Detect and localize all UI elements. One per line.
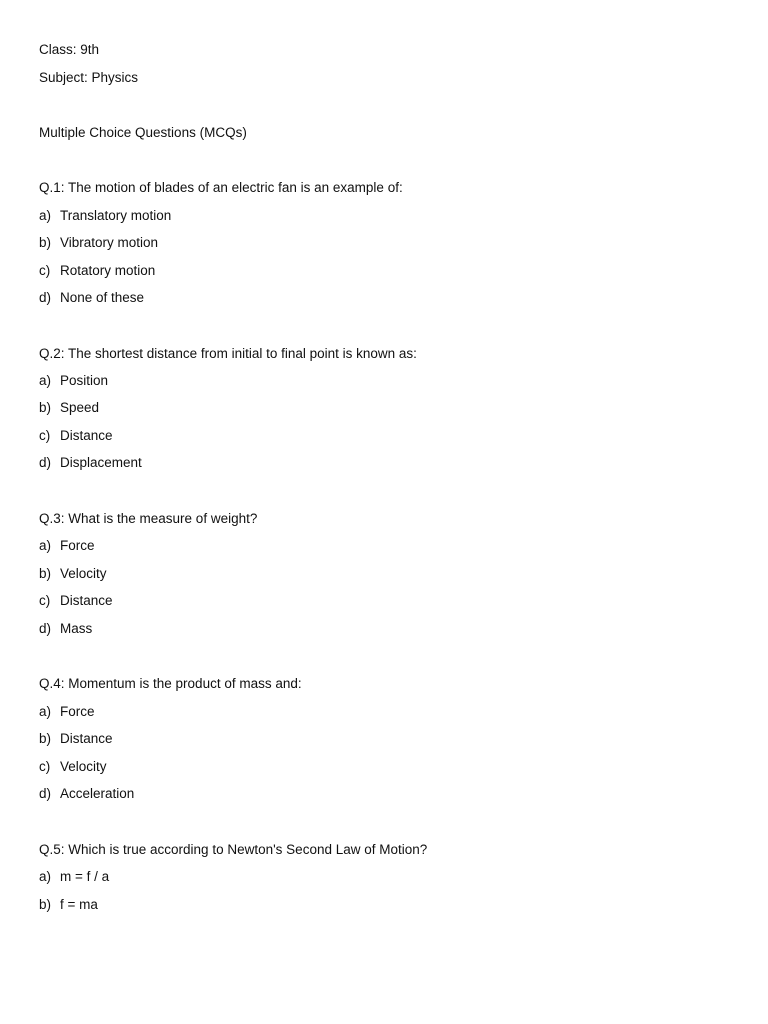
option-3c [39, 592, 113, 610]
option-letter: d) [39, 621, 52, 636]
option-text: Translatory motion [60, 208, 172, 223]
option-4a [39, 703, 95, 721]
question-5: Q.5: Which is true according to Newton's Second Law of Motion? [39, 842, 428, 857]
option-1a [39, 207, 171, 225]
option-text: Rotatory motion [60, 263, 156, 278]
option-4b [39, 730, 113, 748]
class-line: Class: 9th [39, 42, 100, 57]
option-text: Distance [60, 428, 113, 443]
question-1: Q.1: The motion of blades of an electric fan is an example of: [39, 180, 403, 195]
option-letter: b) [39, 235, 52, 250]
option-1b [39, 234, 158, 252]
option-letter: a) [39, 538, 52, 553]
option-5b [39, 896, 98, 914]
question-3: Q.3: What is the measure of weight? [39, 511, 258, 526]
option-text: Force [60, 704, 95, 719]
option-text: Mass [60, 621, 93, 636]
option-letter: c) [39, 759, 51, 774]
option-letter: d) [39, 455, 52, 470]
option-3a [39, 537, 95, 555]
option-2c [39, 427, 113, 445]
option-text: None of these [60, 290, 145, 305]
option-text: Position [60, 373, 109, 388]
option-letter: b) [39, 400, 52, 415]
option-text: Distance [60, 731, 113, 746]
option-2d [39, 454, 142, 472]
option-text: Speed [60, 400, 100, 415]
option-3d [39, 620, 92, 638]
question-4: Q.4: Momentum is the product of mass and: [39, 676, 302, 691]
option-letter: c) [39, 428, 51, 443]
option-text: Vibratory motion [60, 235, 159, 250]
option-letter: a) [39, 208, 52, 223]
option-text: Velocity [60, 759, 107, 774]
question-2: Q.2: The shortest distance from initial to final point is known as: [39, 346, 417, 361]
option-letter: c) [39, 263, 51, 278]
option-text: f = ma [60, 897, 98, 912]
option-text: Acceleration [60, 786, 135, 801]
option-letter: a) [39, 869, 52, 884]
option-1c [39, 262, 155, 280]
option-letter: b) [39, 897, 52, 912]
option-letter: d) [39, 290, 52, 305]
option-letter: a) [39, 704, 52, 719]
option-2a [39, 372, 108, 390]
option-text: Force [60, 538, 95, 553]
section-title: Multiple Choice Questions (MCQs) [39, 125, 247, 140]
option-2b [39, 399, 99, 417]
option-text: m = f / a [60, 869, 110, 884]
option-letter: a) [39, 373, 52, 388]
option-text: Distance [60, 593, 113, 608]
option-letter: b) [39, 731, 52, 746]
option-4d [39, 785, 134, 803]
option-5a [39, 868, 109, 886]
option-4c [39, 758, 107, 776]
option-3b [39, 565, 107, 583]
option-text: Displacement [60, 455, 142, 470]
subject-line: Subject: Physics [39, 70, 139, 85]
option-1d [39, 289, 144, 307]
option-letter: b) [39, 566, 52, 581]
option-letter: d) [39, 786, 52, 801]
option-letter: c) [39, 593, 51, 608]
option-text: Velocity [60, 566, 107, 581]
